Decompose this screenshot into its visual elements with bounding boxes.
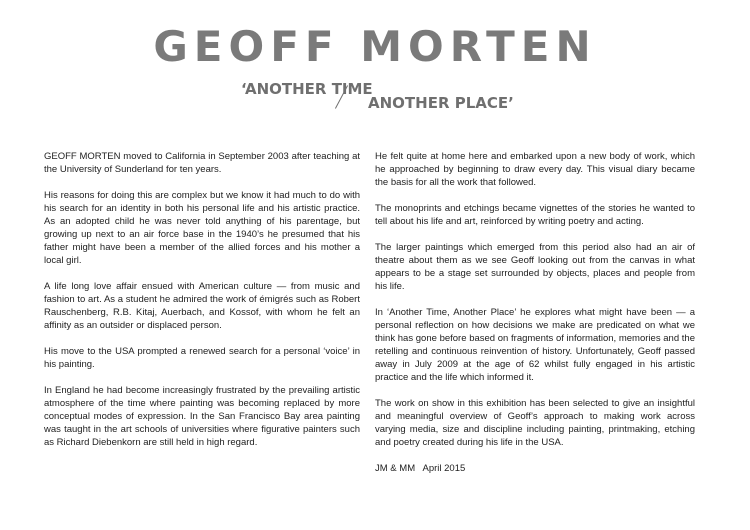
paragraph: GEOFF MORTEN moved to California in September 2003 after teaching at the University of Sunderland for ten years. [44,151,360,175]
paragraph: A life long love affair ensued with American culture — from music and fashion to art. As a student he admired the work of émigrés such as Robert Rauschenberg, R.B. Kitaj, Auerbach, and Kossof, with whom he felt an affinity as an outsider or displaced person. [44,281,360,331]
left-text-column [44,150,360,462]
exhibition-subtitle [0,76,750,116]
paragraph: His reasons for doing this are complex but we know it had much to do with his search for an identity in both his personal life and his artistic practice. As an adopted child he was never told anything of his parentage, but growing up next to an air force base in the 1940’s he presumed that his father might have been a member of the allied forces and his mother a local girl. [44,190,360,266]
signoff: JM & MM April 2015 [375,463,466,474]
paragraph: In England he had become increasingly frustrated by the prevailing artistic atmosphere of the time where painting was becoming replaced by more conceptual modes of expression. In the San Francisco Bay area painting was taught in the art schools of universities where figurative painters such as Richard Diebenkorn are still held in high regard. [44,385,360,448]
right-text-column [375,150,695,488]
paragraph: He felt quite at home here and embarked upon a new body of work, which he approached by beginning to draw every day. This visual diary became the basis for all the work that followed. [375,151,695,188]
paragraph: The work on show in this exhibition has been selected to give an insightful and meaningful overview of Geoff’s approach to making work across varying media, size and discipline including painting, printmaking, etching and poetry created during his life in the USA. [375,398,695,448]
paragraph: In ‘Another Time, Another Place’ he explores what might have been — a personal reflection on how decisions we make are predicated on what we think has gone before based on fragments of information, memories and the retelling and continuous reinvention of history. Unfortunately, Geoff passed away in July 2009 at the age of 62 whilst fully engaged in his artistic practice and the life which informed it. [375,307,695,383]
subtitle-another-time: ‘ANOTHER TIME [241,80,373,98]
artist-name-title: GEOFF MORTEN [153,22,597,71]
paragraph: The monoprints and etchings became vignettes of the stories he wanted to tell about his life and art, reinforced by writing poetry and acting. [375,203,695,227]
paragraph: The larger paintings which emerged from this period also had an air of theatre about them as we see Geoff looking out from the canvas in what appears to be a stage set surrounded by objects, places and people from his life. [375,242,695,292]
subtitle-another-place: ANOTHER PLACE’ [368,94,514,112]
paragraph: His move to the USA prompted a renewed search for a personal ‘voice’ in his painting. [44,346,360,370]
